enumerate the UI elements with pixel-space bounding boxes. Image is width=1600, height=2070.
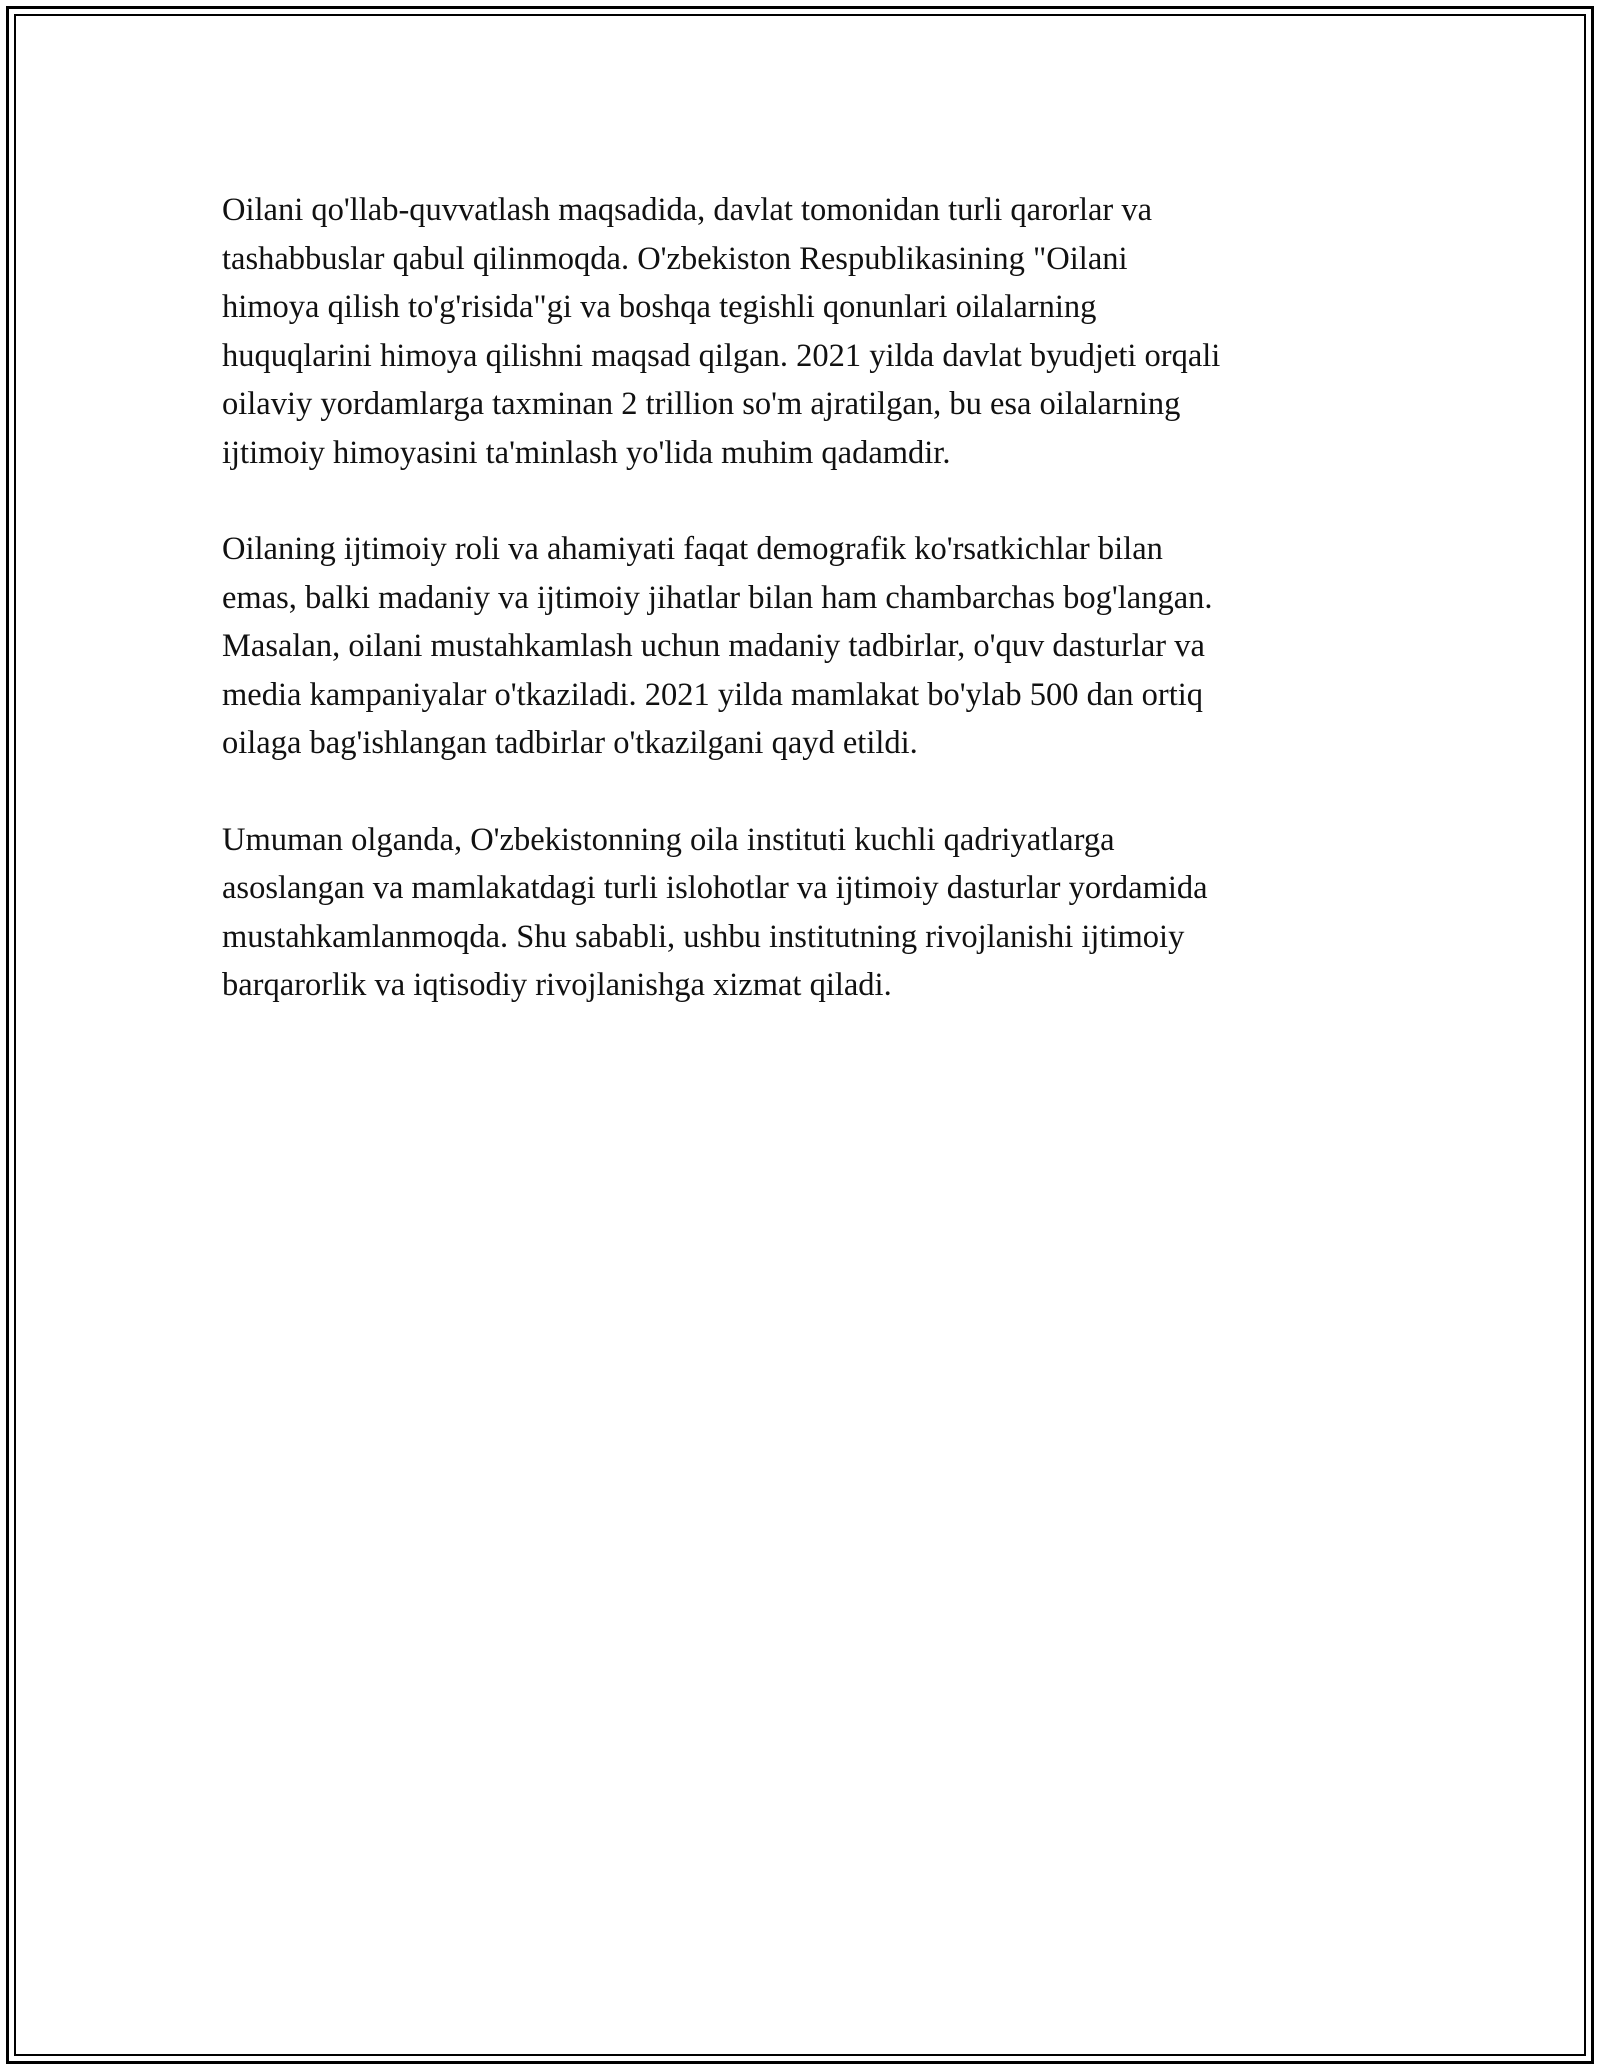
paragraph-social-role: Oilaning ijtimoiy roli va ahamiyati faqat demografik ko'rsatkichlar bilan emas, balki madaniy va ijtimoiy jihatlar bilan ham chambarchas bog'langan. Masalan, oilani mustahkamlash uchun madaniy tadbirlar, o'quv dasturlar va media kampaniyalar o'tkaziladi. 2021 yilda mamlakat bo'ylab 500 dan ortiq oilaga bag'ishlangan tadbirlar o'tkazilgani qayd etildi. — [222, 531, 1213, 761]
paragraph-conclusion: Umuman olganda, O'zbekistonning oila instituti kuchli qadriyatlarga asoslangan va mamlakatdagi turli islohotlar va ijtimoiy dasturlar yordamida mustahkamlanmoqda. Shu sababli, ushbu institutning rivojlanishi ijtimoiy barqarorlik va iqtisodiy rivojlanishga xizmat qiladi. — [222, 821, 1208, 1003]
paragraph-family-support: Oilani qo'llab-quvvatlash maqsadida, davlat tomonidan turli qarorlar va tashabbuslar qabul qilinmoqda. O'zbekiston Respublikasining "Oilani himoya qilish to'g'risida"gi va boshqa tegishli qonunlari oilalarning huquqlarini himoya qilishni maqsad qilgan. 2021 yilda davlat byudjeti orqali oilaviy yordamlarga taxminan 2 trillion so'm ajratilgan, bu esa oilalarning ijtimoiy himoyasini ta'minlash yo'lida muhim qadamdir. — [222, 192, 1221, 471]
document-body — [222, 186, 1382, 1058]
